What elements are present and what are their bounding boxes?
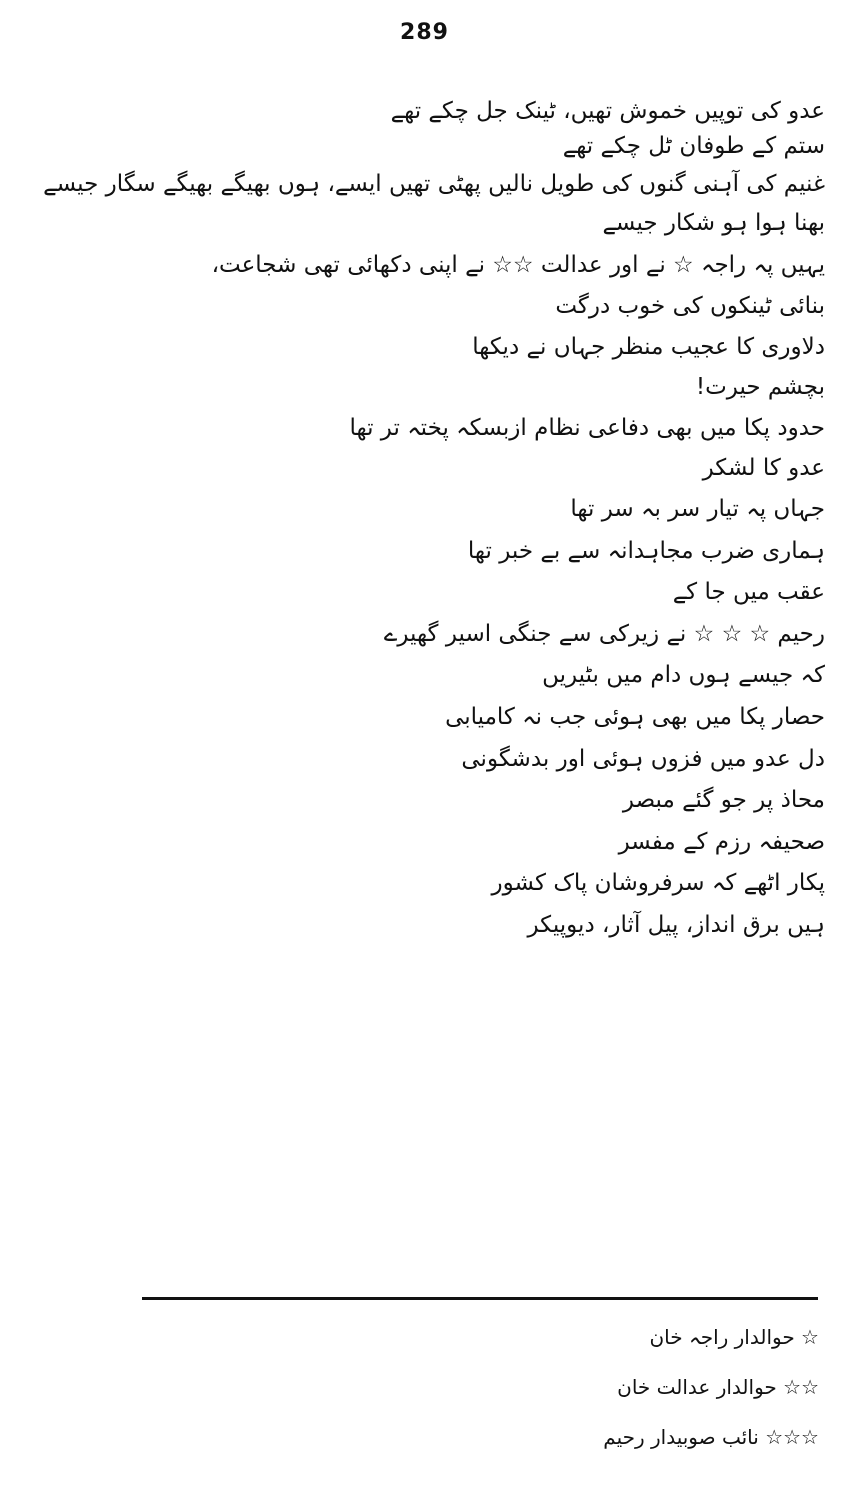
footnote-divider xyxy=(142,1297,818,1300)
poem-line: بھنا ہوا ہو شکار جیسے xyxy=(602,209,825,236)
poem-line: یہیں پہ راجہ ☆ نے اور عدالت ☆☆ نے اپنی دکھائی تھی شجاعت، xyxy=(211,252,825,279)
poem-line: ہیں برق انداز، پیل آثار، دیوپیکر xyxy=(527,911,825,938)
poem-line: عدو کا لشکر xyxy=(702,455,825,482)
footnote-item: ☆☆☆ نائب صوبیدار رحیم xyxy=(603,1425,819,1449)
poem-line: ستم کے طوفان ٹل چکے تھے xyxy=(562,132,825,159)
poem-line: ہماری ضرب مجاہدانہ سے بے خبر تھا xyxy=(467,537,825,564)
poem-line: دل عدو میں فزوں ہوئی اور بدشگونی xyxy=(461,745,825,772)
poem-line: حصار پکا میں بھی ہوئی جب نہ کامیابی xyxy=(445,703,825,730)
poem-line: پکار اٹھے کہ سرفروشان پاک کشور xyxy=(491,870,825,897)
poem-line: دلاوری کا عجیب منظر جہاں نے دیکھا xyxy=(472,333,825,360)
poem-line: حدود پکا میں بھی دفاعی نظام ازبسکہ پختہ تر تھا xyxy=(349,414,825,441)
page-number: 289 xyxy=(400,20,449,45)
poem-line: بنائی ٹینکوں کی خوب درگت xyxy=(555,292,825,319)
poem-line: عدو کی توپیں خموش تھیں، ٹینک جل چکے تھے xyxy=(390,98,825,124)
poem-line: عقب میں جا کے xyxy=(672,579,825,606)
footnote-item: ☆☆ حوالدار عدالت خان xyxy=(617,1375,819,1399)
poem-line: رحیم ☆ ☆ ☆ نے زیرکی سے جنگی اسیر گھیرے xyxy=(383,620,825,647)
footnotes xyxy=(219,1325,819,1449)
poem-line: صحیفہ رزم کے مفسر xyxy=(618,828,825,855)
poem-line: غنیم کی آہنی گنوں کی طویل نالیں پھٹی تھیں ایسے، ہوں بھیگے بھیگے سگار جیسے xyxy=(43,171,825,198)
poem-line: جہاں پہ تیار سر بہ سر تھا xyxy=(570,495,825,522)
poem-line: بچشم حیرت! xyxy=(695,374,825,401)
poem-line: کہ جیسے ہوں دام میں بٹیریں xyxy=(542,662,825,689)
poem-line: محاذ پر جو گئے مبصر xyxy=(622,787,825,814)
footnote-item: ☆ حوالدار راجہ خان xyxy=(649,1325,819,1349)
poem-body xyxy=(43,98,825,939)
